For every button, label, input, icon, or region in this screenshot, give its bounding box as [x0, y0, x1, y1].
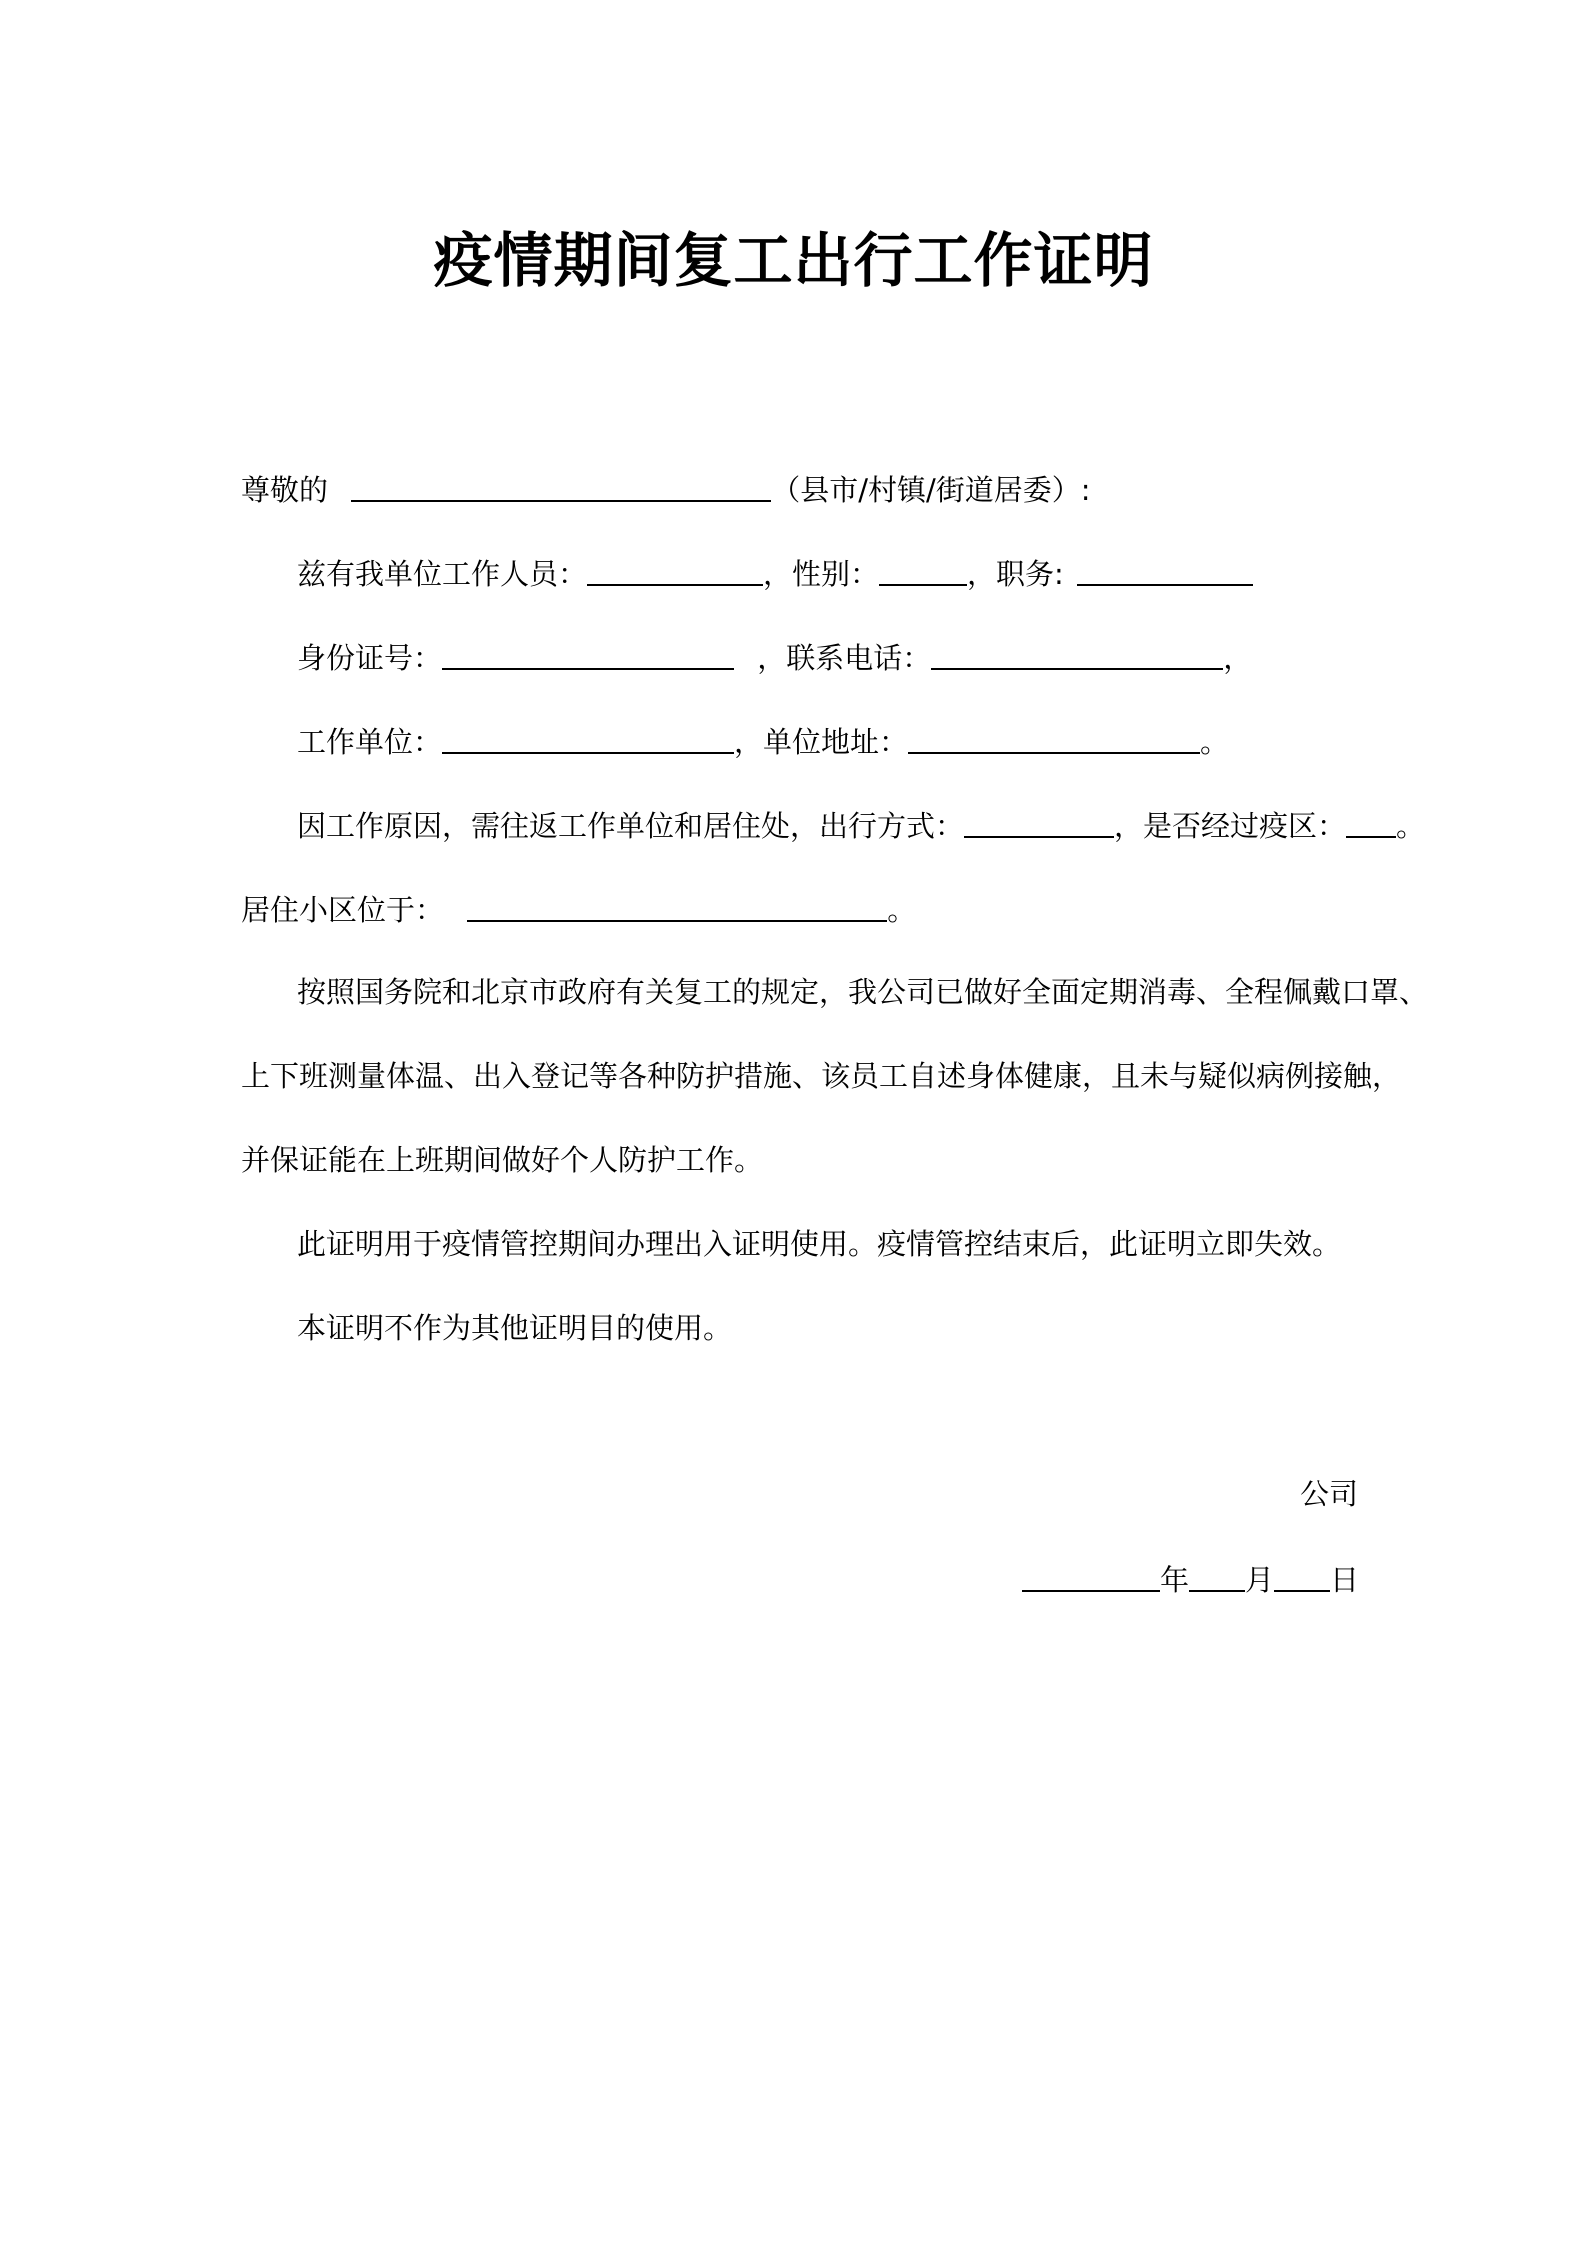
id-line-end: ，	[1223, 641, 1253, 675]
travel-mode-blank[interactable]	[964, 806, 1114, 838]
unit-address-blank[interactable]	[908, 722, 1200, 754]
id-line	[297, 636, 1252, 678]
day-blank[interactable]	[1274, 1560, 1330, 1592]
residence-blank[interactable]	[467, 890, 887, 922]
residence-label: 居住小区位于：	[241, 893, 445, 927]
signature-company: 公司	[1300, 1477, 1359, 1511]
gender-blank[interactable]	[879, 554, 967, 586]
unit-address-label: ，单位地址：	[734, 725, 909, 759]
month-label: 月	[1245, 1563, 1275, 1597]
day-label: 日	[1330, 1563, 1360, 1597]
residence-line	[241, 888, 916, 930]
employee-name-blank[interactable]	[587, 554, 763, 586]
id-label: 身份证号：	[297, 641, 443, 675]
usage-note: 此证明用于疫情管控期间办理出入证明使用。疫情管控结束后，此证明立即失效。	[297, 1227, 1342, 1261]
year-blank[interactable]	[1022, 1560, 1160, 1592]
epidemic-area-label: ，是否经过疫区：	[1114, 809, 1347, 843]
work-unit-line	[297, 720, 1229, 762]
phone-label: ，联系电话：	[757, 641, 932, 675]
position-label: ，职务:	[967, 557, 1064, 591]
body-paragraph-line-1: 按照国务院和北京市政府有关复工的规定，我公司已做好全面定期消毒、全程佩戴口罩、	[297, 975, 1429, 1009]
recipient-blank[interactable]	[351, 470, 771, 502]
limit-note: 本证明不作为其他证明目的使用。	[297, 1311, 733, 1345]
greeting-suffix: （县市/村镇/街道居委）:	[771, 473, 1091, 507]
document-title: 疫情期间复工出行工作证明	[433, 226, 1154, 295]
work-unit-blank[interactable]	[442, 722, 734, 754]
greeting-prefix: 尊敬的	[241, 473, 329, 507]
epidemic-area-blank[interactable]	[1346, 806, 1396, 838]
year-label: 年	[1160, 1563, 1190, 1597]
work-unit-label: 工作单位：	[297, 725, 443, 759]
id-number-blank[interactable]	[442, 638, 734, 670]
reason-line-end: 。	[1396, 809, 1426, 843]
work-line-end: 。	[1200, 725, 1230, 759]
greeting-line	[241, 468, 1091, 510]
body-paragraph-line-3: 并保证能在上班期间做好个人防护工作。	[241, 1143, 764, 1177]
position-blank[interactable]	[1077, 554, 1253, 586]
gender-label: ，性别：	[763, 557, 880, 591]
residence-line-end: 。	[887, 893, 917, 927]
phone-blank[interactable]	[931, 638, 1223, 670]
reason-text: 因工作原因，需往返工作单位和居住处，出行方式：	[297, 809, 965, 843]
employee-name-label: 兹有我单位工作人员：	[297, 557, 588, 591]
signature-date	[1022, 1558, 1359, 1600]
reason-line	[297, 804, 1425, 846]
employee-line	[297, 552, 1253, 594]
body-paragraph-line-2: 上下班测量体温、出入登记等各种防护措施、该员工自述身体健康，且未与疑似病例接触，	[241, 1059, 1402, 1093]
month-blank[interactable]	[1189, 1560, 1245, 1592]
